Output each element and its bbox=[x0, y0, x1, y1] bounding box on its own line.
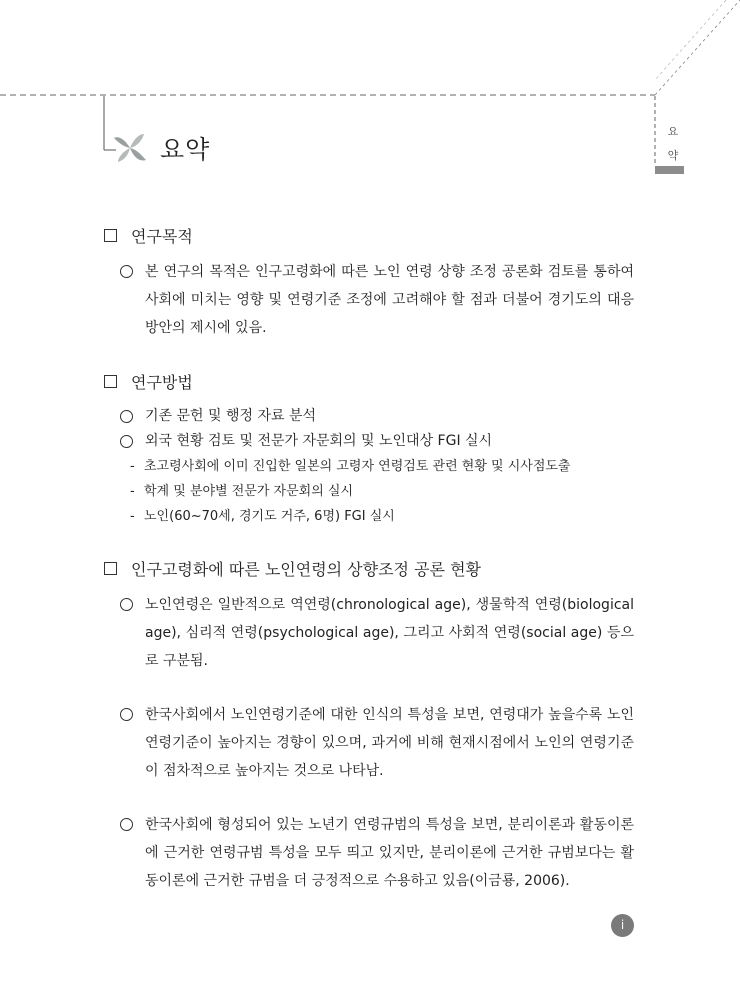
list-item: 기존 문헌 및 행정 자료 분석 bbox=[104, 404, 634, 429]
list-item: 한국사회에 형성되어 있는 노년기 연령규범의 특성을 보면, 분리이론과 활동이론에 근거한 연령규범 특성을 모두 띄고 있지만, 분리이론에 근거한 규범보다는 활동이론에 근거한 규범을 더 긍정적으로 수용하고 있음(이금룡, 2006). bbox=[104, 811, 634, 895]
page-number-badge: i bbox=[611, 914, 634, 937]
square-bullet-icon bbox=[104, 562, 117, 575]
side-tab-char: 약 bbox=[667, 149, 679, 162]
square-bullet-icon bbox=[104, 375, 117, 388]
sub-list-item: - 초고령사회에 이미 진입한 일본의 고령자 연령검토 관련 현황 및 시사점도출 bbox=[104, 454, 634, 479]
page-title-block bbox=[112, 128, 210, 168]
circle-bullet-icon bbox=[120, 435, 133, 448]
list-item: 한국사회에서 노인연령기준에 대한 인식의 특성을 보면, 연령대가 높을수록 노인연령기준이 높아지는 경향이 있으며, 과거에 비해 현재시점에서 노인의 연령기준이 점차적으로 높아지는 것으로 나타남. bbox=[104, 701, 634, 785]
circle-bullet-icon bbox=[120, 598, 133, 611]
side-tab-char: 요 bbox=[667, 125, 679, 138]
sub-list-item: - 노인(60~70세, 경기도 거주, 6명) FGI 실시 bbox=[104, 504, 634, 529]
square-bullet-icon bbox=[104, 229, 117, 242]
section-heading: 연구목적 bbox=[104, 222, 634, 248]
dash-bullet-icon: - bbox=[130, 509, 135, 524]
page-title: 요약 bbox=[160, 135, 211, 164]
list-item: 외국 현황 검토 및 전문가 자문회의 및 노인대상 FGI 실시 bbox=[104, 429, 634, 454]
section-heading: 인구고령화에 따른 노인연령의 상향조정 공론 현황 bbox=[104, 555, 634, 581]
dash-bullet-icon: - bbox=[130, 484, 135, 499]
side-tab-bar bbox=[655, 166, 684, 174]
section-heading: 연구방법 bbox=[104, 368, 634, 394]
summary-content bbox=[104, 222, 634, 895]
circle-bullet-icon bbox=[120, 818, 133, 831]
list-item: 노인연령은 일반적으로 역연령(chronological age), 생물학적 연령(biological age), 심리적 연령(psychological age), 그리고 사회적 연령(social age) 등으로 구분됨. bbox=[104, 591, 634, 675]
side-section-tab bbox=[662, 120, 684, 168]
dash-bullet-icon: - bbox=[130, 459, 135, 474]
sub-list-item: - 학계 및 분야별 전문가 자문회의 실시 bbox=[104, 479, 634, 504]
leaf-ornament-icon bbox=[112, 130, 148, 166]
list-item: 본 연구의 목적은 인구고령화에 따른 노인 연령 상향 조정 공론화 검토를 통하여 사회에 미치는 영향 및 연령기준 조정에 고려해야 할 점과 더불어 경기도의 대응방안의 제시에 있음. bbox=[104, 258, 634, 342]
circle-bullet-icon bbox=[120, 410, 133, 423]
circle-bullet-icon bbox=[120, 708, 133, 721]
circle-bullet-icon bbox=[120, 265, 133, 278]
